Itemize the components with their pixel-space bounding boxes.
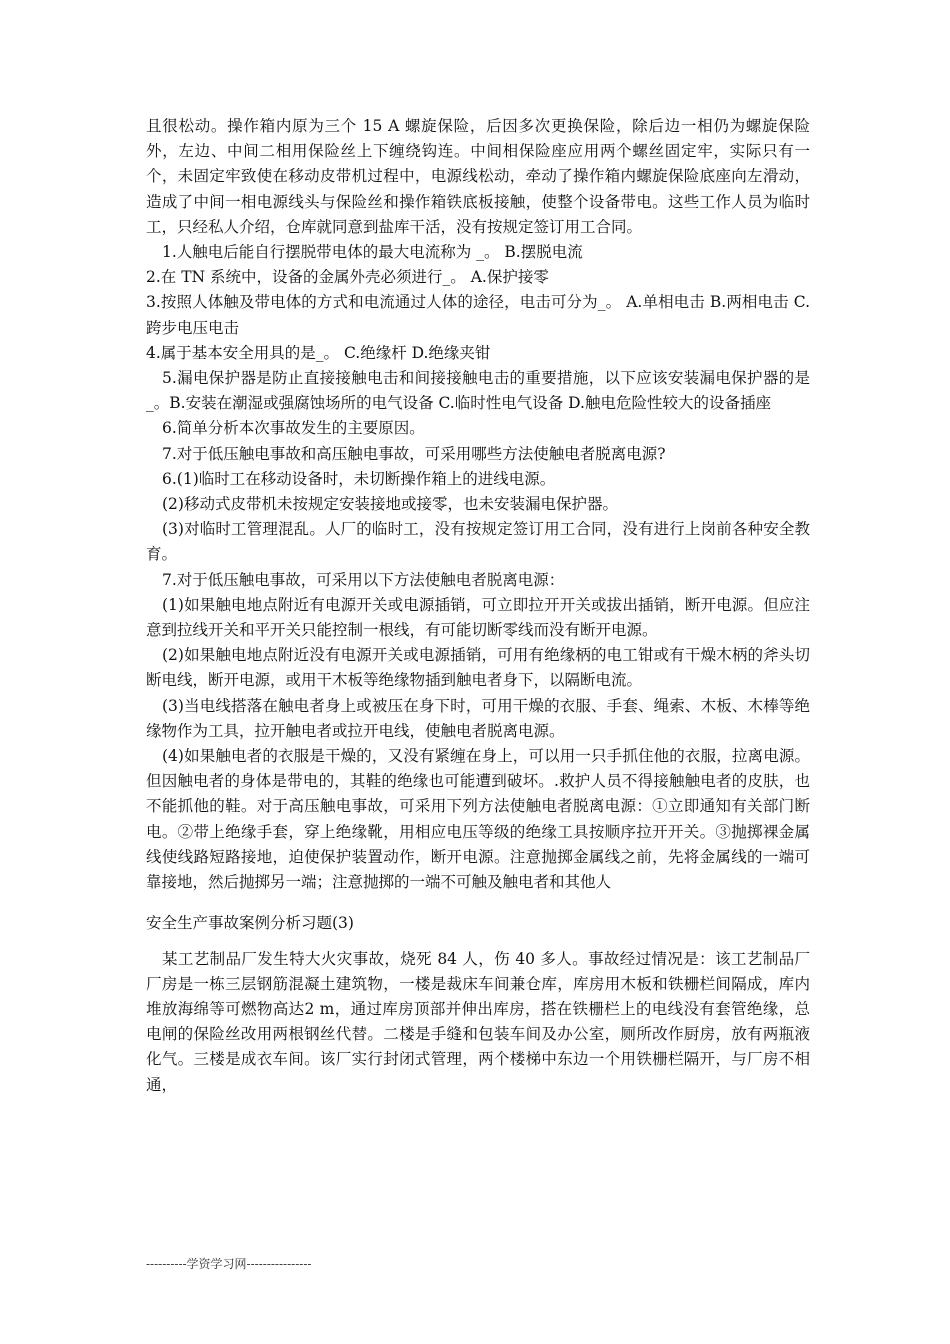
answer-6-2: (2)移动式皮带机未按规定安装接地或接零，也未安装漏电保护器。 xyxy=(162,495,618,514)
question-3: 3.按照人体触及带电体的方式和电流通过人体的途径，电击可分为_。 A.单相电击 B.两相电击 C.跨步电压电击 xyxy=(146,293,810,337)
answer-7-2: (2)如果触电地点附近没有电源开关或电源插销，可用有绝缘柄的电工钳或有干燥木柄的斧头切断电线，断开电源，或用干木板等绝缘物插到触电者身下，以隔断电流。 xyxy=(146,646,810,690)
answer-6-3: (3)对临时工管理混乱。人厂的临时工，没有按规定签订用工合同，没有进行上岗前各种安全教育。 xyxy=(146,520,810,564)
answer-7-3: (3)当电线搭落在触电者身上或被压在身下时，可用干燥的衣服、手套、绳索、木板、木棒等绝缘物作为工具，拉开触电者或拉开电线，使触电者脱离电源。 xyxy=(146,696,810,740)
answer-7-4: (4)如果触电者的衣服是干燥的，又没有紧缠在身上，可以用一只手抓住他的衣服，拉离电源。但因触电者的身体是带电的，其鞋的绝缘也可能遭到破坏。.救护人员不得接触触电者的皮肤，也不能抓他的鞋。对于高压触电事故，可采用下列方法使触电者脱离电源：①立即通知有关部门断电。②带上绝缘手套，穿上绝缘靴，用相应电压等级的绝缘工具按顺序拉开开关。③抛掷裸金属线使线路短路接地，迫使保护装置动作，断开电源。注意抛掷金属线之前，先将金属线的一端可靠接地，然后抛掷另一端；注意抛掷的一端不可触及触电者和其他人 xyxy=(146,747,810,892)
answer-7-1: (1)如果触电地点附近有电源开关或电源插销，可立即拉开开关或拔出插销，断开电源。但应注意到拉线开关和平开关只能控制一根线，有可能切断零线而没有断开电源。 xyxy=(146,595,810,640)
section-title: 安全生产事故案例分析习题(3) xyxy=(146,914,354,933)
question-1: 1.人触电后能自行摆脱带电体的最大电流称为 _。 B.摆脱电流 xyxy=(162,243,583,262)
question-6: 6.简单分析本次事故发生的主要原因。 xyxy=(162,419,425,438)
document-body xyxy=(146,114,810,1098)
question-4: 4.属于基本安全用具的是_。 C.绝缘杆 D.绝缘夹钳 xyxy=(146,343,491,362)
answer-7-intro: 7.对于低压触电事故，可采用以下方法使触电者脱离电源： xyxy=(162,570,565,589)
question-7: 7.对于低压触电事故和高压触电事故，可采用哪些方法使触电者脱离电源? xyxy=(162,444,666,463)
case-description: 某工艺制品厂发生特大火灾事故，烧死 84 人，伤 40 多人。事故经过情况是：该工艺制品厂厂房是一栋三层钢筋混凝土建筑物，一楼是裁床车间兼仓库，库房用木板和铁栅栏间隔成，库内堆放海绵等可燃物高达2 m，通过库房顶部并伸出库房，搭在铁栅栏上的电线没有套管绝缘，总电闸的保险丝改用两根钢丝代替。二楼是手缝和包装车间及办公室，厕所改作厨房，放有两瓶液化气。三楼是成衣车间。该厂实行封闭式管理，两个楼梯中东边一个用铁栅栏隔开，与厂房不相通， xyxy=(146,949,810,1094)
page-footer: ----------学资学习网---------------- xyxy=(146,1257,312,1271)
question-5: 5.漏电保护器是防止直接接触电击和间接接触电击的重要措施，以下应该安装漏电保护器的是_。B.安装在潮湿或强腐蚀场所的电气设备 C.临时性电气设备 D.触电危险性较大的设备插座 xyxy=(146,369,810,413)
paragraph: 且很松动。操作箱内原为三个 15 A 螺旋保险，后因多次更换保险，除后边一相仍为螺旋保险外，左边、中间二相用保险丝上下缠绕钩连。中间相保险座应用两个螺丝固定牢，实际只有一个，未固定牢致使在移动皮带机过程中，电源线松动，牵动了操作箱内螺旋保险底座向左滑动，造成了中间一相电源线头与保险丝和操作箱铁底板接触，使整个设备带电。这些工作人员为临时工，只经私人介绍，仓库就同意到盐库干活，没有按规定签订用工合同。 xyxy=(146,117,810,236)
answer-6-1: 6.(1)临时工在移动设备时，未切断操作箱上的进线电源。 xyxy=(162,469,556,488)
question-2: 2.在 TN 系统中，设备的金属外壳必须进行_。 A.保护接零 xyxy=(146,268,549,287)
